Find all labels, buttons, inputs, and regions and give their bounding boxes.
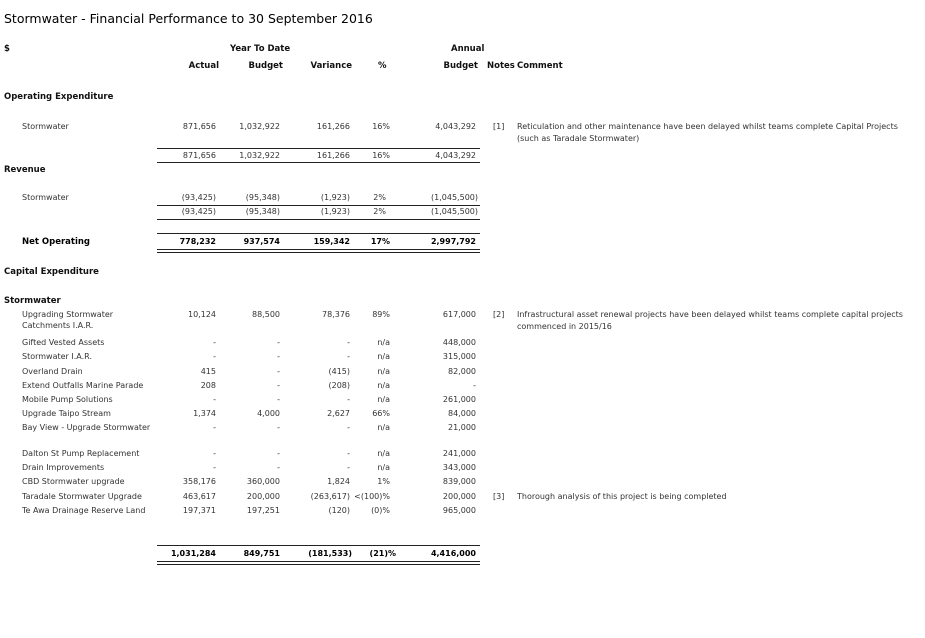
row-label: Drain Improvements xyxy=(22,463,105,472)
row-label: Upgrade Taipo Stream xyxy=(22,409,111,418)
budget-cell: - xyxy=(277,423,280,432)
annual-cell: - xyxy=(473,381,476,390)
variance-cell: - xyxy=(347,338,350,347)
row-label: Taradale Stormwater Upgrade xyxy=(22,492,142,501)
actual-cell: 415 xyxy=(200,367,216,376)
budget-cell: - xyxy=(277,352,280,361)
pct-cell: n/a xyxy=(377,395,390,404)
annual-cell: 4,043,292 xyxy=(435,122,476,131)
row-label: Te Awa Drainage Reserve Land xyxy=(22,506,146,515)
variance-cell: 1,824 xyxy=(327,477,350,486)
actual-header: Actual xyxy=(188,61,219,71)
variance-cell: (1,923) xyxy=(320,193,350,202)
variance-cell: (263,617) xyxy=(310,492,350,501)
annual-cell: 21,000 xyxy=(448,423,476,432)
actual-cell: 463,617 xyxy=(182,492,216,501)
row-label: Stormwater I.A.R. xyxy=(22,352,92,361)
variance-cell: (1,923) xyxy=(320,207,350,216)
variance-cell: - xyxy=(347,352,350,361)
actual-cell: - xyxy=(213,352,216,361)
budget-cell: 197,251 xyxy=(246,506,280,515)
comment-cell: Infrastructural asset renewal projects have been delayed whilst teams complete capital projects commenced in 2015/16 xyxy=(517,310,903,331)
note-cell: [3] xyxy=(493,492,505,501)
actual-cell: 10,124 xyxy=(188,310,216,319)
actual-cell: 871,656 xyxy=(182,151,216,160)
ytd-header: Year To Date xyxy=(230,44,291,54)
budget-cell: - xyxy=(277,381,280,390)
notes-header: Notes xyxy=(487,61,515,71)
annual-cell: 82,000 xyxy=(448,367,476,376)
capex-heading: Capital Expenditure xyxy=(4,267,99,277)
variance-header: Variance xyxy=(310,61,352,71)
annual-cell: (1,045,500) xyxy=(431,193,478,202)
actual-cell: - xyxy=(213,449,216,458)
pct-cell: 17% xyxy=(370,237,390,246)
budget-cell: 1,032,922 xyxy=(239,122,280,131)
variance-cell: (181,533) xyxy=(308,549,352,558)
actual-cell: 208 xyxy=(200,381,216,390)
net-double-rule-2 xyxy=(157,252,480,253)
revenue-heading: Revenue xyxy=(4,165,46,175)
annual-cell: 617,000 xyxy=(442,310,476,319)
row-label: Mobile Pump Solutions xyxy=(22,395,113,404)
annual-cell: 4,416,000 xyxy=(430,549,476,558)
opex-total-rule xyxy=(157,148,480,149)
opex-heading: Operating Expenditure xyxy=(4,92,114,102)
variance-cell: 161,266 xyxy=(316,122,350,131)
pct-cell: 2% xyxy=(373,207,386,216)
note-cell: [1] xyxy=(493,122,505,131)
annual-cell: 261,000 xyxy=(442,395,476,404)
budget-cell: - xyxy=(277,463,280,472)
annual-cell: 84,000 xyxy=(448,409,476,418)
row-label: Overland Drain xyxy=(22,367,83,376)
capex-double-rule-1 xyxy=(157,561,480,562)
annual-cell: 2,997,792 xyxy=(430,237,476,246)
budget-header: Budget xyxy=(248,61,283,71)
pct-cell: <(100)% xyxy=(354,492,390,501)
actual-cell: (93,425) xyxy=(181,193,216,202)
revenue-total-underline xyxy=(157,219,480,220)
actual-cell: - xyxy=(213,395,216,404)
actual-cell: 778,232 xyxy=(179,237,216,246)
annual-cell: 343,000 xyxy=(442,463,476,472)
budget-cell: - xyxy=(277,395,280,404)
comment-header: Comment xyxy=(517,61,563,71)
actual-cell: - xyxy=(213,423,216,432)
actual-cell: (93,425) xyxy=(181,207,216,216)
annual-cell: 448,000 xyxy=(442,338,476,347)
pct-header: % xyxy=(378,61,387,71)
pct-cell: 2% xyxy=(373,193,386,202)
budget-cell: - xyxy=(277,367,280,376)
variance-cell: (208) xyxy=(328,381,350,390)
variance-cell: 159,342 xyxy=(313,237,350,246)
row-label-line2: Catchments I.A.R. xyxy=(22,321,94,330)
net-double-rule-1 xyxy=(157,249,480,250)
row-label: Net Operating xyxy=(22,237,91,247)
actual-cell: 358,176 xyxy=(182,477,216,486)
row-label: Upgrading Stormwater xyxy=(22,310,114,319)
budget-cell: 88,500 xyxy=(252,310,280,319)
variance-cell: - xyxy=(347,463,350,472)
pct-cell: n/a xyxy=(377,423,390,432)
annual-cell: (1,045,500) xyxy=(431,207,478,216)
variance-cell: - xyxy=(347,423,350,432)
row-label: Gifted Vested Assets xyxy=(22,338,105,347)
opex-total-underline xyxy=(157,162,480,163)
pct-cell: (21)% xyxy=(369,549,396,558)
variance-cell: - xyxy=(347,395,350,404)
pct-cell: n/a xyxy=(377,463,390,472)
actual-cell: - xyxy=(213,463,216,472)
row-label: Stormwater xyxy=(22,193,69,202)
actual-cell: 1,031,284 xyxy=(170,549,216,558)
budget-cell: 937,574 xyxy=(243,237,280,246)
budget-cell: 200,000 xyxy=(246,492,280,501)
actual-cell: - xyxy=(213,338,216,347)
pct-cell: n/a xyxy=(377,352,390,361)
actual-cell: 197,371 xyxy=(182,506,216,515)
variance-cell: (120) xyxy=(328,506,350,515)
comment-cell: Reticulation and other maintenance have been delayed whilst teams complete Capital Projects (such as Taradale Stormwater) xyxy=(517,122,898,143)
annual-header: Annual xyxy=(451,44,485,54)
row-label: Stormwater xyxy=(22,122,69,131)
budget-cell: - xyxy=(277,338,280,347)
capex-double-rule-2 xyxy=(157,564,480,565)
net-top-rule xyxy=(157,233,480,234)
annual-cell: 241,000 xyxy=(442,449,476,458)
annual-cell: 4,043,292 xyxy=(435,151,476,160)
budget-cell: - xyxy=(277,449,280,458)
row-label: Bay View - Upgrade Stormwater xyxy=(22,423,151,432)
capex-subheading: Stormwater xyxy=(4,296,61,306)
capex-top-rule xyxy=(157,545,480,546)
budget-cell: 1,032,922 xyxy=(239,151,280,160)
actual-cell: 1,374 xyxy=(193,409,216,418)
annual-cell: 839,000 xyxy=(442,477,476,486)
pct-cell: 16% xyxy=(372,122,390,131)
row-label: CBD Stormwater upgrade xyxy=(22,477,125,486)
pct-cell: 16% xyxy=(372,151,390,160)
comment-cell: Thorough analysis of this project is being completed xyxy=(517,492,727,501)
pct-cell: 1% xyxy=(377,477,390,486)
currency-header: $ xyxy=(4,44,10,54)
row-label: Dalton St Pump Replacement xyxy=(22,449,140,458)
variance-cell: 78,376 xyxy=(322,310,350,319)
pct-cell: (0)% xyxy=(371,506,390,515)
annual-cell: 965,000 xyxy=(442,506,476,515)
pct-cell: n/a xyxy=(377,338,390,347)
pct-cell: 66% xyxy=(372,409,390,418)
actual-cell: 871,656 xyxy=(182,122,216,131)
pct-cell: n/a xyxy=(377,449,390,458)
variance-cell: 161,266 xyxy=(316,151,350,160)
pct-cell: n/a xyxy=(377,381,390,390)
budget-cell: 4,000 xyxy=(257,409,280,418)
budget-cell: 360,000 xyxy=(246,477,280,486)
budget-cell: 849,751 xyxy=(243,549,280,558)
annual-budget-header: Budget xyxy=(443,61,478,71)
row-label: Extend Outfalls Marine Parade xyxy=(22,381,144,390)
annual-cell: 200,000 xyxy=(442,492,476,501)
pct-cell: n/a xyxy=(377,367,390,376)
note-cell: [2] xyxy=(493,310,505,319)
variance-cell: 2,627 xyxy=(327,409,350,418)
budget-cell: (95,348) xyxy=(245,207,280,216)
revenue-total-rule xyxy=(157,205,480,206)
pct-cell: 89% xyxy=(372,310,390,319)
annual-cell: 315,000 xyxy=(442,352,476,361)
report-title: Stormwater - Financial Performance to 30 September 2016 xyxy=(4,11,373,26)
budget-cell: (95,348) xyxy=(245,193,280,202)
variance-cell: - xyxy=(347,449,350,458)
variance-cell: (415) xyxy=(328,367,350,376)
